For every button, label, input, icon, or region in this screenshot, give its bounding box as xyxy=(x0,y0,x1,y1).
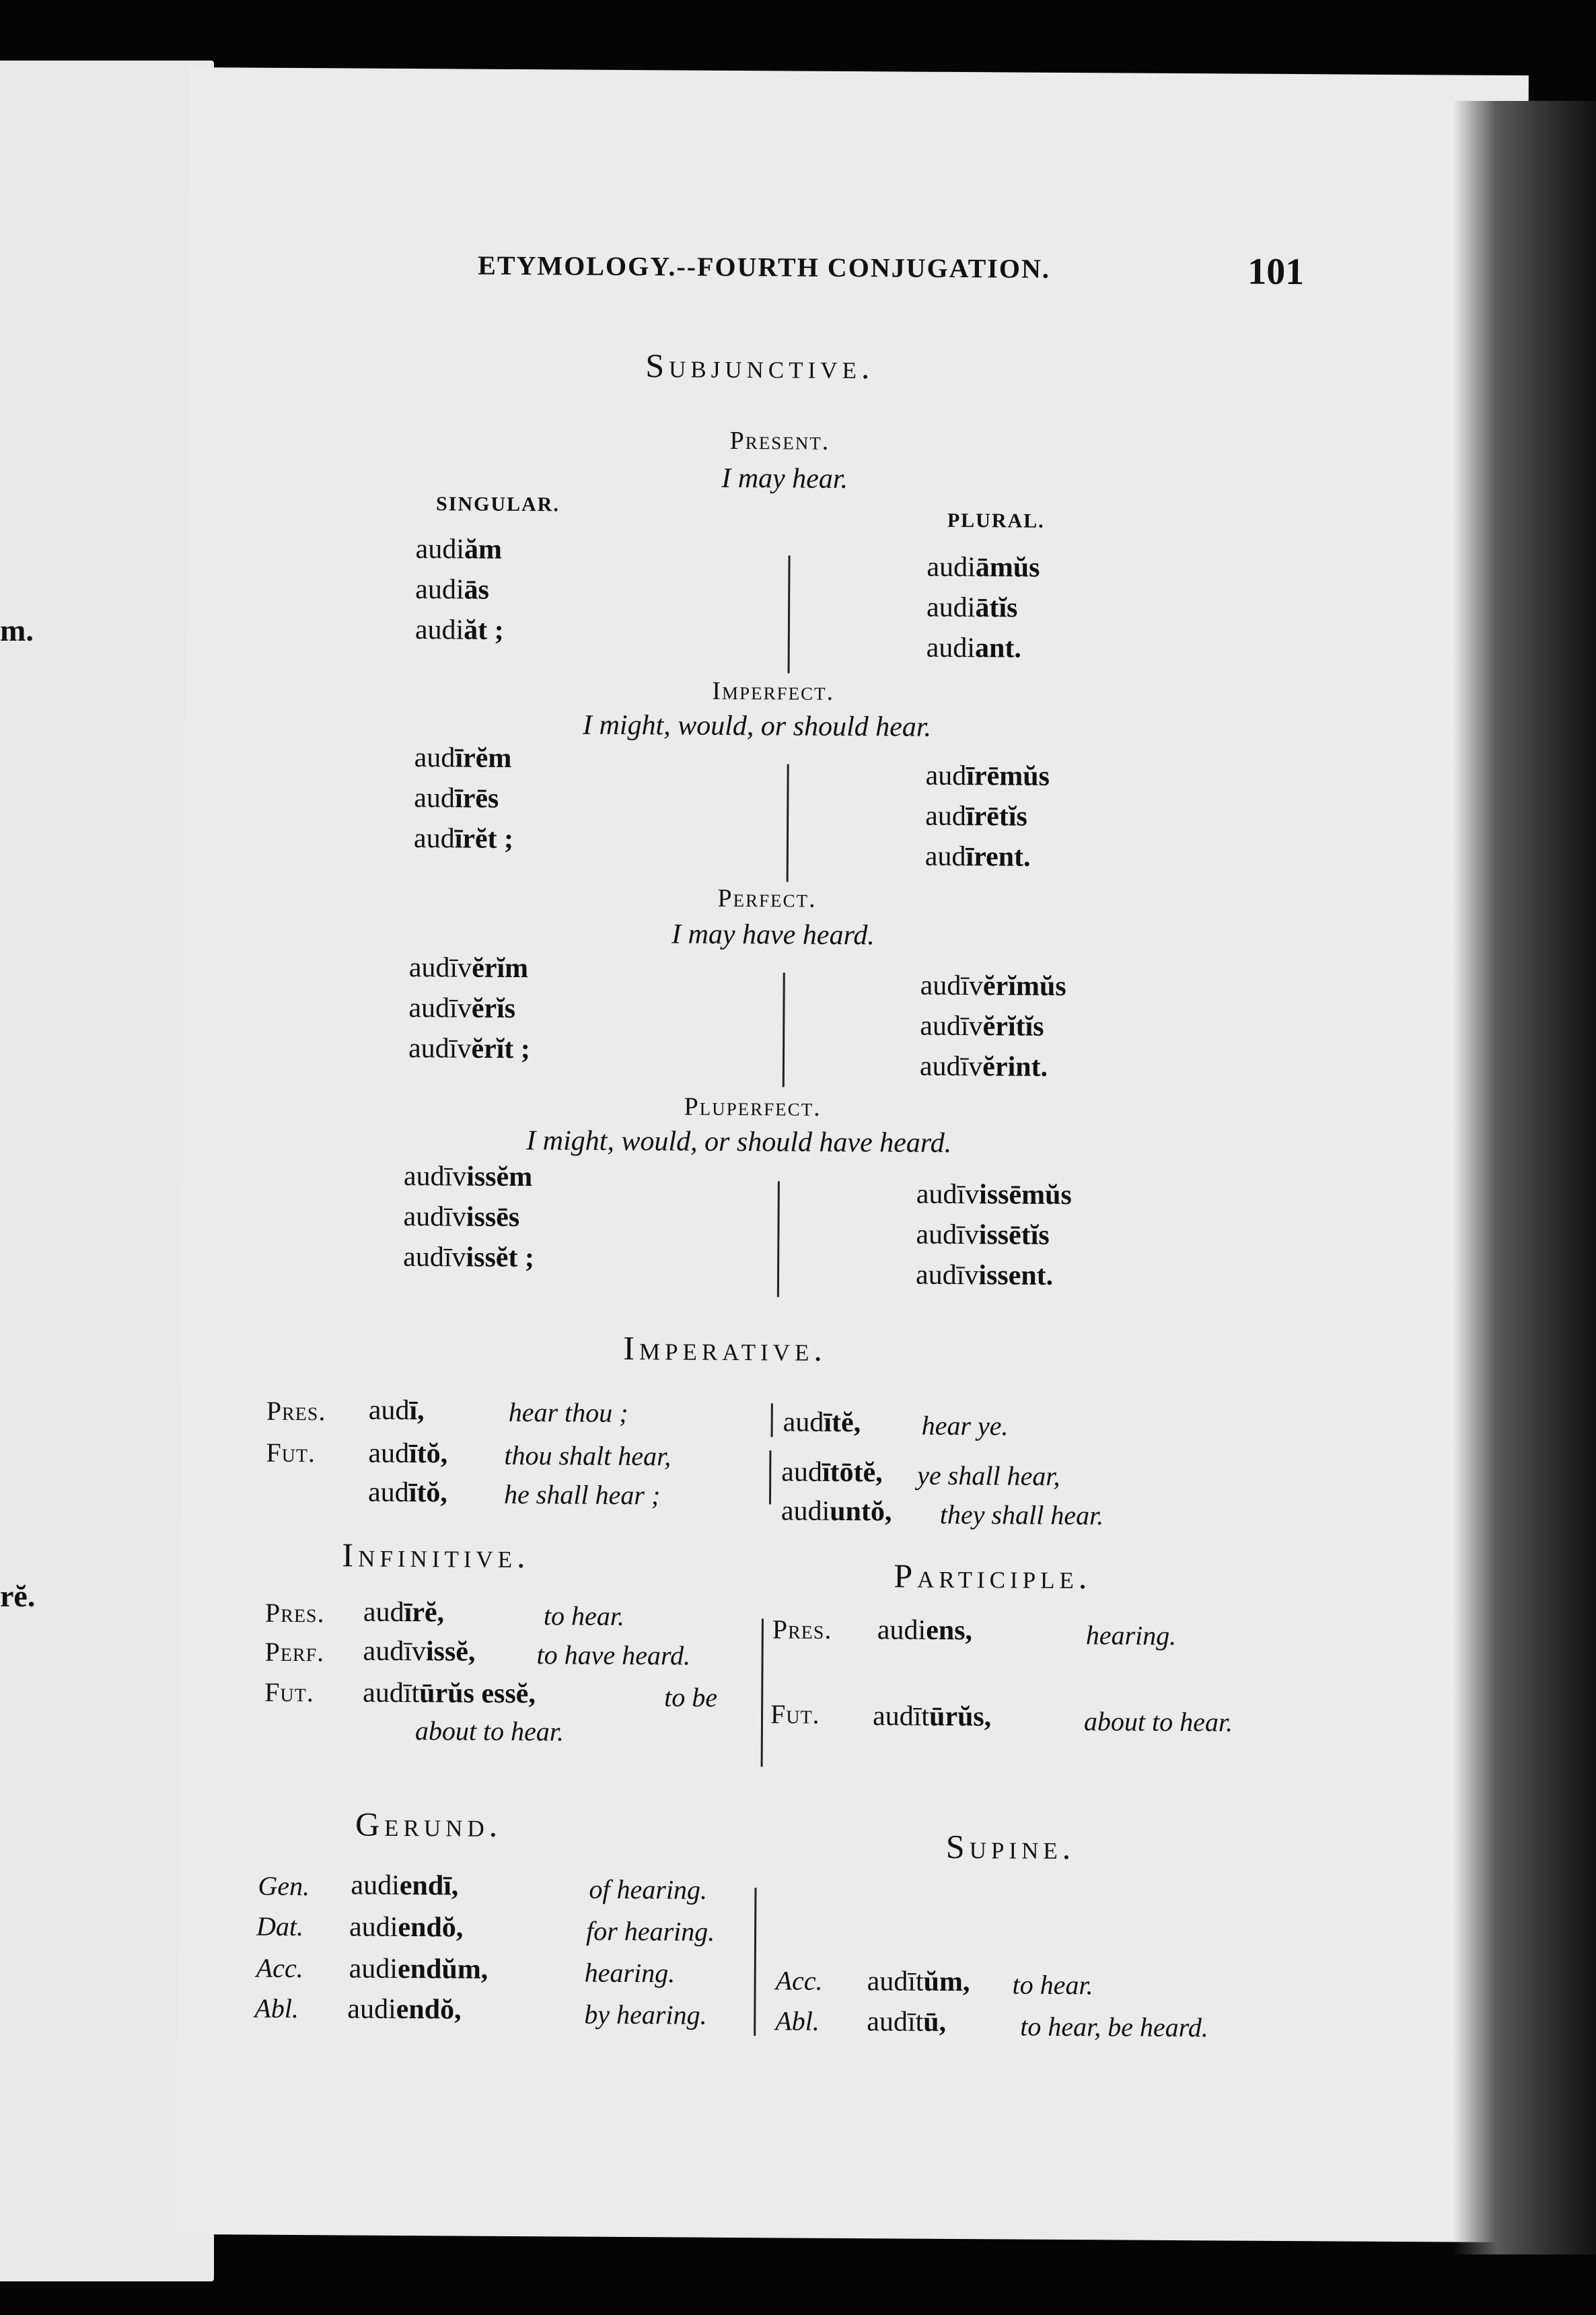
label-pres: Pres. xyxy=(264,1597,325,1629)
label-perf: Perf. xyxy=(264,1636,325,1668)
form-meaning: ye shall hear, xyxy=(917,1460,1060,1491)
verb-form: audiant. xyxy=(926,632,1022,664)
case-label: Abl. xyxy=(775,2005,820,2036)
verb-form: audīvĕrĭmŭs xyxy=(920,970,1066,1002)
form-meaning: about to hear. xyxy=(414,1715,565,1747)
book-page xyxy=(176,67,1529,2242)
verb-form: audītŏ, xyxy=(368,1437,448,1470)
verb-form: audīvĕrĭt ; xyxy=(408,1033,530,1065)
verb-form: audiendŏ, xyxy=(349,1911,464,1944)
case-label: Dat. xyxy=(256,1911,304,1942)
case-label: Acc. xyxy=(256,1952,303,1984)
tense-title-imperfect: Imperfect. xyxy=(712,676,835,706)
column-divider xyxy=(788,555,791,673)
singular-header: SINGULAR. xyxy=(435,493,560,516)
verb-form: audīvĕrĭtĭs xyxy=(920,1010,1044,1042)
verb-form: audiens, xyxy=(877,1614,973,1647)
verb-form: audīrent. xyxy=(924,841,1031,873)
tense-title-perfect: Perfect. xyxy=(717,884,817,913)
form-meaning: hearing. xyxy=(1085,1620,1177,1651)
label-fut: Fut. xyxy=(264,1676,314,1708)
form-meaning: to hear. xyxy=(543,1600,625,1631)
column-divider xyxy=(769,1450,771,1504)
section-title-subjunctive: Subjunctive. xyxy=(645,347,875,386)
running-head: ETYMOLOGY.--FOURTH CONJUGATION. xyxy=(478,250,1050,284)
page-number: 101 xyxy=(1247,250,1305,293)
form-meaning: of hearing. xyxy=(589,1874,708,1905)
plural-header: PLURAL. xyxy=(947,509,1045,532)
verb-form: audīvissĕ, xyxy=(363,1635,476,1668)
form-meaning: to have heard. xyxy=(536,1639,691,1671)
verb-form: audītūrŭs essĕ, xyxy=(363,1677,536,1710)
section-title-supine: Supine. xyxy=(945,1827,1076,1867)
column-divider xyxy=(787,764,789,882)
verb-form: audiāmŭs xyxy=(927,551,1040,583)
verb-form: audī, xyxy=(368,1394,425,1427)
tense-title-present: Present. xyxy=(729,426,830,456)
form-meaning: to hear, be heard. xyxy=(1020,2011,1208,2043)
verb-form: audītūrŭs, xyxy=(872,1701,992,1733)
tense-title-pluperfect: Pluperfect. xyxy=(684,1092,822,1122)
form-meaning: by hearing. xyxy=(584,1999,707,2030)
column-divider xyxy=(771,1403,773,1437)
verb-form: audīrēmŭs xyxy=(925,760,1050,792)
form-meaning: to hear. xyxy=(1012,1969,1093,2001)
verb-form: audītŭm, xyxy=(867,1966,970,1998)
case-label: Gen. xyxy=(258,1870,310,1902)
verb-form: audītŏ, xyxy=(367,1476,448,1509)
column-divider xyxy=(754,1888,756,2036)
case-label: Acc. xyxy=(775,1965,823,1996)
form-meaning: thou shalt hear, xyxy=(504,1439,672,1472)
verb-form: audīvĕrĭm xyxy=(408,952,529,985)
verb-form: audīrĕt ; xyxy=(413,823,514,855)
verb-form: audiās xyxy=(415,574,490,606)
form-meaning: hear thou ; xyxy=(508,1396,628,1429)
verb-form: audīrēs xyxy=(414,783,499,814)
verb-form: audīvĕrint. xyxy=(919,1050,1048,1083)
verb-form: audīrĕ, xyxy=(363,1596,445,1629)
form-meaning: they shall hear. xyxy=(939,1499,1104,1531)
form-meaning: hearing. xyxy=(584,1957,676,1989)
label-fut: Fut. xyxy=(266,1437,316,1468)
column-divider xyxy=(777,1181,780,1297)
verb-form: audiendŭm, xyxy=(349,1953,488,1985)
label-fut: Fut. xyxy=(770,1699,820,1730)
form-meaning: to be xyxy=(664,1682,718,1713)
verb-form: audīrētĭs xyxy=(925,800,1027,832)
label-pres: Pres. xyxy=(266,1395,326,1427)
label-pres: Pres. xyxy=(772,1614,832,1645)
verb-form: audīrĕm xyxy=(414,742,512,774)
verb-form: audīvissĕt ; xyxy=(403,1241,535,1274)
verb-form: audīvissēs xyxy=(403,1201,520,1234)
column-divider xyxy=(783,972,785,1087)
form-meaning: about to hear. xyxy=(1083,1706,1233,1738)
verb-form: audīvĕrĭs xyxy=(408,993,516,1024)
section-title-participle: Participle. xyxy=(894,1557,1092,1596)
verb-form: audītōtĕ, xyxy=(781,1456,883,1489)
verb-form: audiuntŏ, xyxy=(781,1495,892,1528)
tense-meaning: I may hear. xyxy=(721,462,848,495)
tense-meaning: I may have heard. xyxy=(672,919,875,952)
verb-form: audiātĭs xyxy=(926,592,1018,624)
page-edge-shadow xyxy=(1453,101,1596,2254)
verb-form: audīvissēmŭs xyxy=(916,1178,1072,1211)
facing-page-fragment: m. xyxy=(0,613,34,647)
verb-form: audiendŏ, xyxy=(347,1993,462,2026)
verb-form: audīvissent. xyxy=(915,1259,1054,1291)
verb-form: audiăt ; xyxy=(414,614,504,646)
column-divider xyxy=(761,1618,764,1767)
section-title-infinitive: Infinitive. xyxy=(342,1536,530,1575)
verb-form: audītū, xyxy=(867,2006,947,2038)
form-meaning: he shall hear ; xyxy=(503,1479,661,1511)
verb-form: audītĕ, xyxy=(783,1406,861,1439)
verb-form: audiăm xyxy=(415,534,503,565)
tense-meaning: I might, would, or should hear. xyxy=(582,709,932,743)
form-meaning: for hearing. xyxy=(585,1915,715,1947)
form-meaning: hear ye. xyxy=(921,1410,1009,1441)
tense-meaning: I might, would, or should have heard. xyxy=(526,1125,952,1159)
facing-page-fragment: rĕ. xyxy=(0,1579,36,1613)
case-label: Abl. xyxy=(254,1993,299,2024)
verb-form: audiendī, xyxy=(351,1869,459,1902)
section-title-gerund: Gerund. xyxy=(355,1805,503,1844)
section-title-imperative: Imperative. xyxy=(623,1328,828,1368)
verb-form: audīvissĕm xyxy=(403,1160,533,1193)
verb-form: audīvissētĭs xyxy=(916,1219,1050,1251)
